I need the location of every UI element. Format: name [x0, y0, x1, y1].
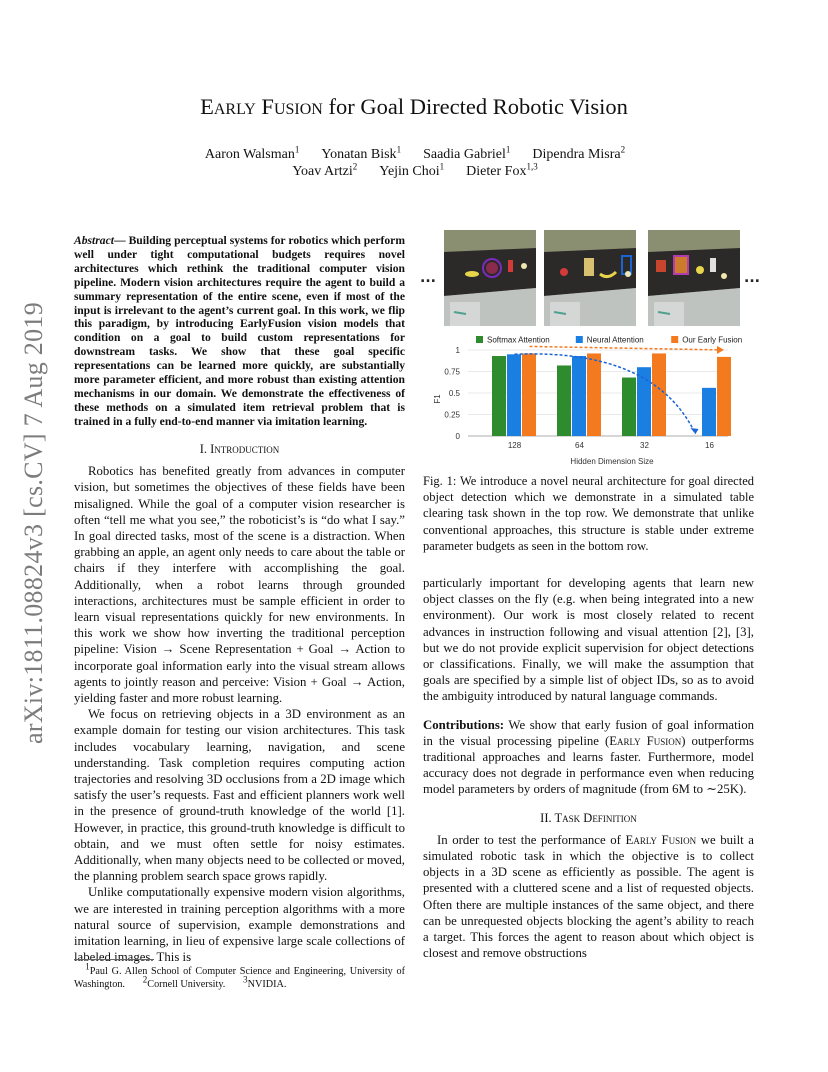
author-l2-0 [292, 161, 358, 179]
author-affiliation-sup: 1 [294, 144, 300, 155]
contributions-label: Contributions: [423, 717, 505, 732]
contributions-pre: We show that early fusion of goal information in the visual processing pipeline ( [423, 717, 754, 748]
author-list [150, 146, 680, 180]
y-tick-label: 0.5 [448, 389, 460, 398]
author-affiliation-sup: 2 [352, 161, 358, 172]
section-heading-task-definition: II. Task Definition [540, 810, 637, 825]
legend-swatch [576, 336, 583, 343]
bar-our-early-fusion [717, 357, 731, 436]
task-post: we built a simulated robotic task in which the objective is to collect objects in a 3D scene as efficiently as possible. The agent is presented with a cluttered scene and a list of requested objects. Often there are multiple instances of the same object, and there can be unrequested objects blocking the agent’s ability to reach a target. This forces the agent to reason about which object is closest and remove obstructions [423, 832, 754, 961]
section-heading-introduction: I. Introduction [199, 442, 280, 456]
footnote-sup-3: 3 [243, 974, 248, 985]
footnote-separator [74, 959, 154, 960]
bar-neural-attention [572, 356, 586, 436]
intro-paragraph-3: Unlike computationally expensive modern vision algorithms, we are interested in training perception algorithms with a more natural source of supervision, example demonstrations and imitation learning, in lieu of expensive large scale collections of labeled images. This is [74, 885, 405, 965]
paper-title [0, 94, 828, 120]
bar-softmax-attention [557, 365, 571, 436]
x-tick-label: 32 [640, 441, 649, 450]
task-early-fusion: Early Fusion [625, 832, 697, 847]
bar-neural-attention [637, 367, 651, 436]
f1-bar-chart [428, 330, 748, 470]
footnote-affil-2: Cornell University. [147, 979, 226, 990]
footnote-sup-2: 2 [142, 974, 148, 985]
legend-swatch [671, 336, 678, 343]
scene-image-3 [648, 230, 740, 326]
task-paragraph [423, 832, 754, 962]
abstract-label: Abstract [74, 234, 114, 247]
author-l1-3 [532, 144, 626, 162]
author-affiliation-sup: 2 [620, 144, 626, 155]
bar-softmax-attention [622, 378, 636, 436]
intro-paragraph-1: Robotics has benefited greatly from advances in computer vision, but sometimes the objectives of these fields have been misaligned. While the goal of a computer vision researcher is often “tell me what you see,” the roboticist’s is “do what I say.” In goal directed tasks, most of the scene is a distraction. When grabbing an apple, an agent only needs to care about the table or chairs if they interfere with accomplishing the goal. Additionally, when a robot learns through grounded interactions, architectures must be sample efficient in order to learn visual representations quickly for new environments. In this work we show how inverting the traditional perception pipeline: Vision → Scene Representation + Goal → Action to incorporate goal information early into the visual stream allows agents to jointly reason and perceive: Vision + Goal → Action, yielding faster and more robust learning. [74, 464, 405, 706]
contributions-post: ) outperforms traditional approaches and learns faster. Furthermore, model accuracy does not degrade in performance even when reducing model parameters by orders of magnitude (from 6M to ∼25K). [423, 733, 755, 797]
footnote-affil-1: Paul G. Allen School of Computer Science and Engineering, University of Washington. [74, 966, 405, 990]
bar-our-early-fusion [522, 353, 536, 436]
bar-our-early-fusion [587, 353, 601, 436]
trend-line-neural-attention [515, 354, 696, 434]
author-name: Aaron Walsman [204, 147, 295, 162]
bar-neural-attention [702, 388, 716, 436]
author-l2-1 [379, 161, 445, 179]
trend-arrowhead-fusion [717, 346, 724, 354]
figure-scene-images [420, 230, 760, 326]
y-tick-label: 1 [455, 346, 460, 355]
legend-label: Our Early Fusion [682, 335, 743, 345]
legend-label: Neural Attention [586, 335, 644, 345]
author-l1-2 [423, 144, 511, 162]
trend-arrowhead-neural [691, 428, 699, 434]
contributions-paragraph [423, 717, 754, 798]
author-l1-1 [321, 144, 402, 162]
x-tick-label: 64 [575, 441, 584, 450]
author-name: Saadia Gabriel [423, 147, 506, 162]
bar-our-early-fusion [652, 353, 666, 436]
author-line-2 [150, 163, 680, 180]
author-name: Dipendra Misra [532, 147, 621, 162]
footnote-affil-3: NVIDIA. [247, 979, 287, 990]
title-early-fusion: Early Fusion [200, 94, 323, 119]
bar-softmax-attention [492, 356, 506, 436]
title-rest: for Goal Directed Robotic Vision [322, 94, 628, 119]
x-tick-label: 16 [705, 441, 714, 450]
arxiv-sidebar [14, 288, 54, 758]
x-axis-label: Hidden Dimension Size [570, 457, 654, 466]
arxiv-stamp: arXiv:1811.08824v3 [cs.CV] 7 Aug 2019 [19, 302, 48, 744]
y-tick-label: 0.75 [444, 367, 460, 377]
author-name: Yoav Artzi [292, 164, 353, 179]
intro-paragraph-2: We focus on retrieving objects in a 3D environment as an example domain for testing our vision architectures. This task includes vocabulary learning, navigation, and scene understanding. Task completion requires computing action trajectories and resolving 3D occlusions from a 2D image which satisfy the user’s requests. Fast and efficient planners work well in the presence of ground-truth knowledge of the world [1]. However, in practice, this ground-truth knowledge is difficult to obtain, and we must often settle for noisy estimates. Additionally, when many objects need to be collected or moved, the planning problem search space grows rapidly. [74, 707, 405, 884]
task-pre: In order to test the performance of [437, 832, 626, 847]
author-affiliation-sup: 1 [439, 161, 445, 172]
author-l1-0 [204, 144, 300, 162]
footnote [74, 961, 405, 991]
author-name: Dieter Fox [466, 164, 527, 179]
footnote-sup-1: 1 [85, 961, 90, 972]
author-name: Yonatan Bisk [321, 147, 397, 162]
ellipsis-right: ... [744, 270, 760, 286]
author-affiliation-sup: 1 [396, 144, 402, 155]
chart-svg [428, 330, 748, 470]
legend-label: Softmax Attention [487, 335, 550, 345]
x-tick-label: 128 [507, 441, 522, 450]
y-axis-label: F1 [433, 394, 442, 404]
author-affiliation-sup: 1 [505, 144, 511, 155]
ellipsis-left: ... [420, 270, 436, 286]
y-tick-label: 0 [455, 432, 460, 441]
y-tick-label: 0.25 [444, 410, 460, 420]
trend-line-early-fusion [530, 346, 721, 349]
contributions-early-fusion: Early Fusion [609, 733, 682, 748]
figure-caption: Fig. 1: We introduce a novel neural architecture for goal directed object detection which we demonstrate in a simulated table clearing task shown in the top row. We demonstrate that unlike conventional approaches, this structure is stable under extreme parameter budgets as seen in the bottom row. [423, 474, 754, 553]
author-line-1 [150, 146, 680, 163]
scene-image-2 [544, 230, 636, 326]
abstract-text: — Building perceptual systems for robotics which perform well under tight computational budgets requires novel architectures which rethink the traditional computer vision pipeline. Modern vision architectures require the agent to build a summary representation of the entire scene, even if most of the input is irrelevant to the agent’s current goal. In this work, we flip this paradigm, by introducing EarlyFusion vision models that condition on a goal to build custom representations for downstream tasks. We show that these goal specific representations can be learned more quickly, are substantially more parameter efficient, and more robust than existing attention mechanisms in our domain. We demonstrate the effectiveness of these methods on a simulated item retrieval problem that is trained in a fully end-to-end manner via imitation learning. [74, 234, 405, 428]
right-column [423, 575, 754, 961]
right-paragraph-1: particularly important for developing agents that learn new object classes on the fly (e.g. when being integrated into a new environment). Our work is most closely related to recent advances in instruction following and visual attention [2], [3], but we do not provide explicit supervision for object detections or classifications. Finally, we will make the assumption that goals are specified by a simple list of object IDs, so as to avoid the ambiguity introduced by natural language commands. [423, 576, 754, 704]
abstract [74, 234, 405, 429]
legend-swatch [476, 336, 483, 343]
author-l2-2 [466, 161, 538, 179]
author-affiliation-sup: 1,3 [526, 161, 538, 172]
author-name: Yejin Choi [379, 164, 440, 179]
left-column [74, 433, 405, 966]
bar-neural-attention [507, 354, 521, 436]
scene-image-1 [444, 230, 536, 326]
